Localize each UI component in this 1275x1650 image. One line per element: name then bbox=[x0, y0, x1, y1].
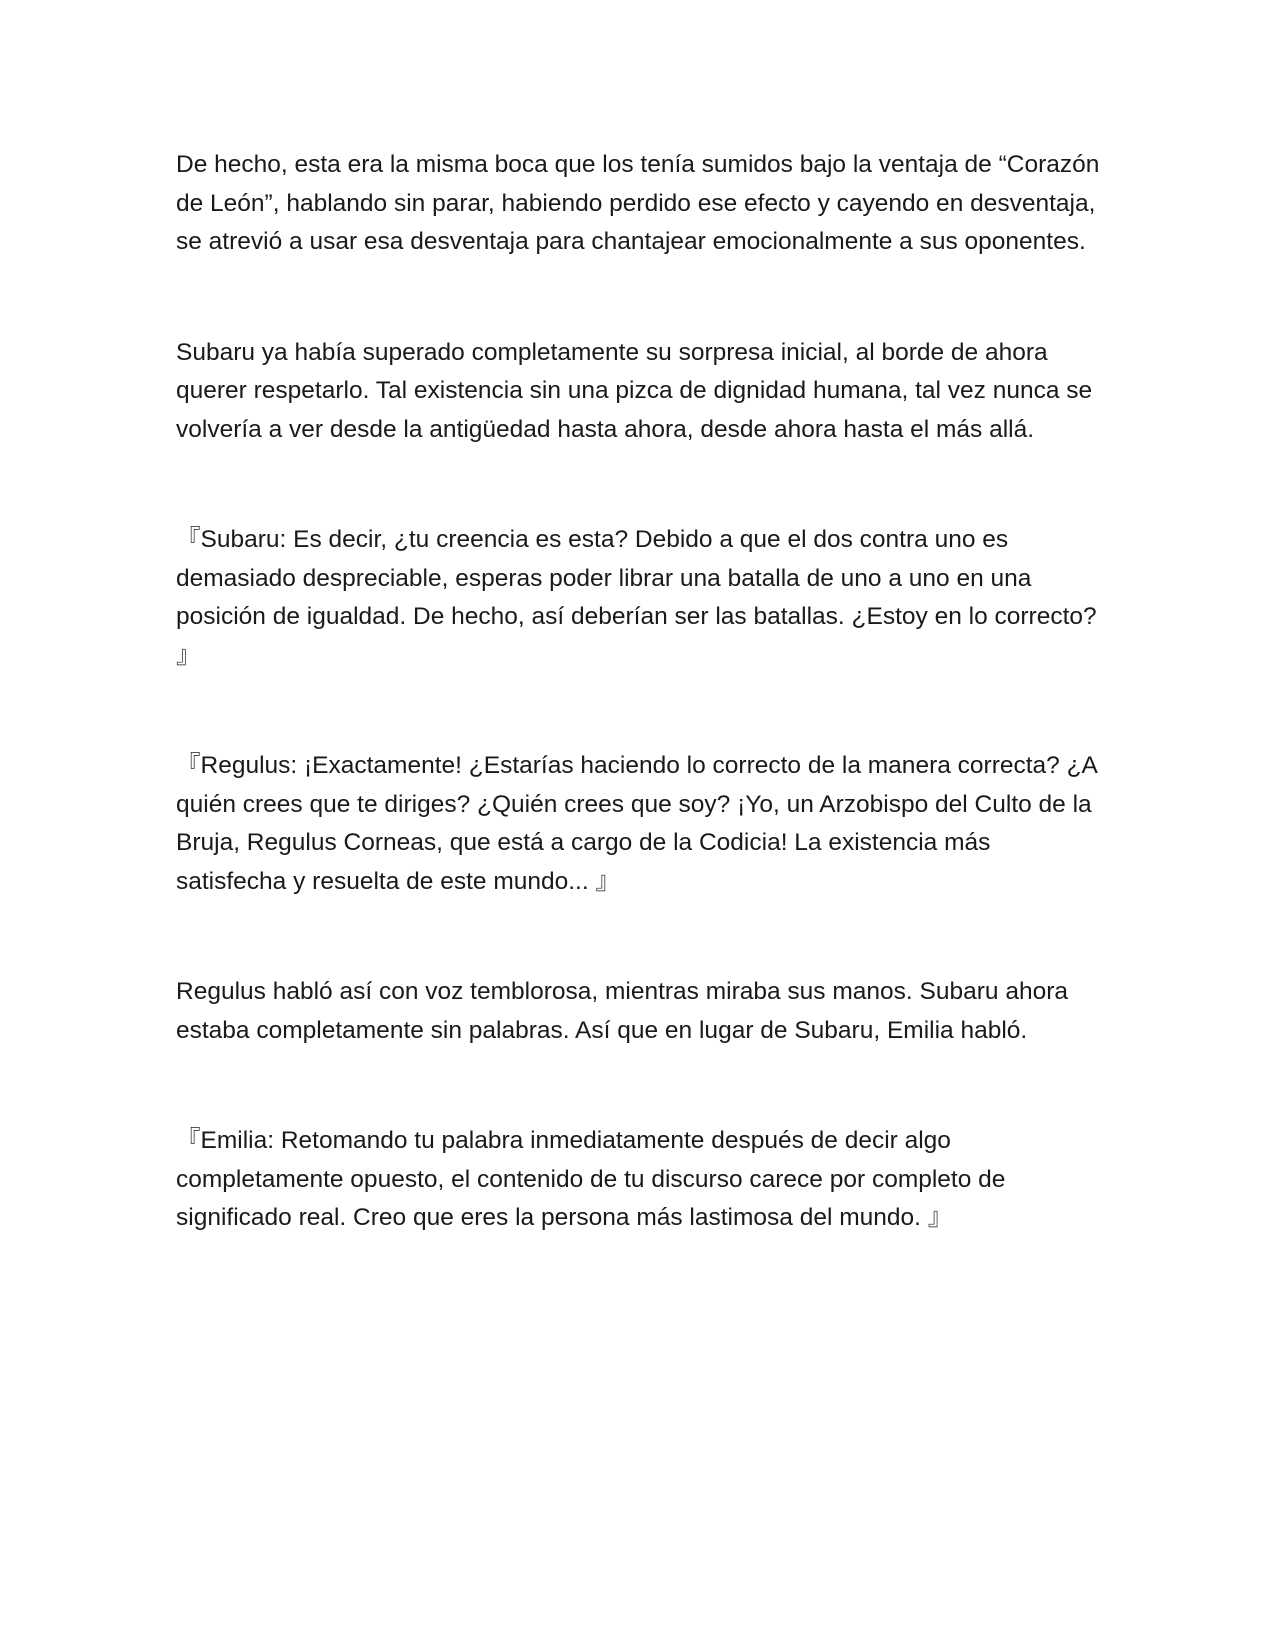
paragraph-narration-1: De hecho, esta era la misma boca que los tenía sumidos bajo la ventaja de “Corazón de León”, hablando sin parar, habiendo perdido ese efecto y cayendo en desventaja, se atrevió a usar esa desventaja para chantajear emocionalmente a sus oponentes. bbox=[176, 151, 1107, 255]
text-body bbox=[176, 146, 1106, 1310]
paragraph-dialogue-regulus: 『Regulus: ¡Exactamente! ¿Estarías haciendo lo correcto de la manera correcta? ¿A quién crees que te diriges? ¿Quién crees que soy? ¡Yo, un Arzobispo del Culto de la Bruja, Regulus Corneas, que está a cargo de la Codicia! La existencia más satisfecha y resuelta de este mundo... 』 bbox=[176, 752, 1104, 895]
paragraph-narration-2: Subaru ya había superado completamente su sorpresa inicial, al borde de ahora querer respetarlo. Tal existencia sin una pizca de dignidad humana, tal vez nunca se volvería a ver desde la antigüedad hasta ahora, desde ahora hasta el más allá. bbox=[176, 338, 1099, 443]
paragraph-narration-3: Regulus habló así con voz temblorosa, mientras miraba sus manos. Subaru ahora estaba completamente sin palabras. Así que en lugar de Subaru, Emilia habló. bbox=[176, 978, 1075, 1044]
paragraph-dialogue-emilia: 『Emilia: Retomando tu palabra inmediatamente después de decir algo completamente opuesto, el contenido de tu discurso carece por completo de significado real. Creo que eres la persona más lastimosa del mundo. 』 bbox=[176, 1127, 1013, 1231]
paragraph-dialogue-subaru: 『Subaru: Es decir, ¿tu creencia es esta? Debido a que el dos contra uno es demasiado despreciable, esperas poder librar una batalla de uno a uno en una posición de igualdad. De hecho, así deberían ser las batallas. ¿Estoy en lo correcto? 』 bbox=[176, 526, 1104, 669]
